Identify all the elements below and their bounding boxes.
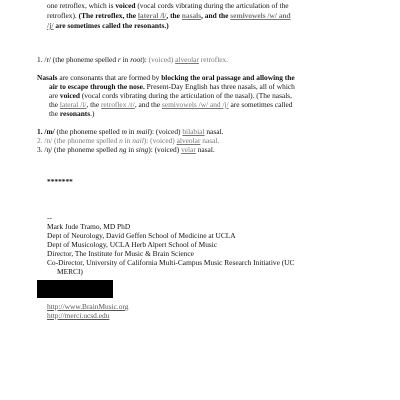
nasals-paragraph-line-4: [49, 100, 292, 109]
text: Present-Day English has three nasals, all of which: [144, 82, 295, 91]
text: nasal.: [200, 136, 220, 145]
text: nasal.: [195, 145, 215, 154]
text-bold: (The retroflex, the: [78, 11, 138, 20]
link-velar[interactable]: velar: [181, 145, 196, 154]
link-alveolar[interactable]: alveolar: [176, 136, 201, 145]
text: nasal.: [204, 127, 224, 136]
signature-line-2: Dept of Musicology, UCLA Herb Alpert School of Music: [47, 240, 218, 249]
text: are consonants that are formed by: [57, 73, 162, 82]
link-lateral[interactable]: lateral /l/: [137, 11, 167, 20]
text-bold: Nasals: [37, 73, 58, 82]
text: (vocal cords vibrating during the articulation of the: [135, 1, 289, 10]
link-retroflex[interactable]: retroflex /r/: [100, 100, 135, 109]
text: 1. /r/ (the phoneme spelled: [37, 55, 118, 64]
text-bold: voiced: [59, 91, 80, 100]
retroflex-list-item-1: [37, 55, 228, 64]
text-bold: air to escape through the nose.: [49, 82, 145, 91]
text-bold: , the: [166, 11, 182, 20]
text: the: [49, 100, 60, 109]
brainmusic-link[interactable]: http://www.BrainMusic.org: [47, 302, 129, 311]
text-italic: r: [117, 55, 121, 64]
text: retroflex).: [47, 11, 79, 20]
signature-line-1: Dept of Neurology, David Geffen School of Medicine at UCLA: [47, 231, 236, 240]
text-bold: 1. /m/: [37, 127, 55, 136]
text-italic: m: [121, 127, 127, 136]
text: one retroflex, which is: [47, 1, 116, 10]
signature-name: Mark Jude Tramo, MD PhD: [47, 222, 131, 231]
nasals-paragraph-line-5: [49, 109, 94, 118]
text-bold: resonants: [59, 109, 91, 118]
link-alveolar[interactable]: alveolar: [175, 55, 199, 64]
text: .): [90, 109, 95, 118]
text: in: [120, 55, 131, 64]
nasals-list-item-3: [37, 145, 215, 154]
text-bold: , and the: [201, 11, 231, 20]
text: (vocal cords vibrating during the articulation of the nasal). (The nasals,: [80, 91, 293, 100]
text-italic: n: [119, 136, 123, 145]
text: the: [49, 109, 60, 118]
text-bold: voiced: [115, 1, 136, 10]
link-lateral[interactable]: lateral /l/: [59, 100, 87, 109]
text-italic: root: [130, 55, 143, 64]
text: 3. /ŋ/ (the phoneme spelled: [37, 145, 120, 154]
link-bilabial[interactable]: bilabial: [182, 127, 205, 136]
signature-line-3: Director, The Institute for Music & Brain Science: [47, 249, 194, 258]
link-semivowel-j[interactable]: /j/: [47, 21, 54, 30]
text: in: [126, 127, 137, 136]
link-nasals[interactable]: nasals: [181, 11, 202, 20]
nasals-paragraph-line-2: [49, 82, 295, 91]
text-bold: are sometimes called the resonants.): [53, 21, 169, 30]
text-italic: sing: [135, 145, 149, 154]
text: (the phoneme spelled: [54, 127, 122, 136]
text: ): (voiced): [149, 127, 183, 136]
link-semivowels[interactable]: semivowels /w/ and: [230, 11, 291, 20]
signature-dashes: --: [47, 213, 52, 222]
text-gray: (voiced): [148, 55, 176, 64]
top-paragraph-line-2: [47, 11, 291, 20]
text: are: [49, 91, 60, 100]
text-italic: nail: [132, 136, 144, 145]
signature-line-5: MERCI): [57, 267, 83, 276]
text: are sometimes called: [228, 100, 293, 109]
redacted-block: [37, 280, 113, 298]
text: in: [126, 145, 136, 154]
text: ): (voiced): [148, 145, 182, 154]
link-semivowels[interactable]: semivowels /w/ and /j/: [161, 100, 229, 109]
nasals-list-item-1: [37, 127, 223, 136]
text-italic: ng: [119, 145, 127, 154]
text: , and the: [134, 100, 162, 109]
text: , the: [86, 100, 101, 109]
text-gray: retroflex.: [198, 55, 229, 64]
text: ):: [142, 55, 149, 64]
text-bold: blocking the oral passage and allowing the: [161, 73, 295, 82]
separator: *******: [47, 177, 73, 186]
text-italic: mail: [136, 127, 150, 136]
nasals-paragraph-line-1: [37, 73, 295, 82]
text: ): (voiced): [143, 136, 177, 145]
top-paragraph-line-3: [47, 21, 169, 30]
text: in: [122, 136, 133, 145]
signature-line-4: Co-Director, University of California Multi-Campus Music Research Initiative (UC: [47, 258, 295, 267]
text: 2. /n/ (the phoneme spelled: [37, 136, 120, 145]
top-paragraph-line-1: [47, 1, 289, 10]
nasals-paragraph-line-3: [49, 91, 292, 100]
nasals-list-item-2: [37, 136, 219, 145]
merci-link[interactable]: http://merci.ucsd.edu: [47, 311, 110, 320]
